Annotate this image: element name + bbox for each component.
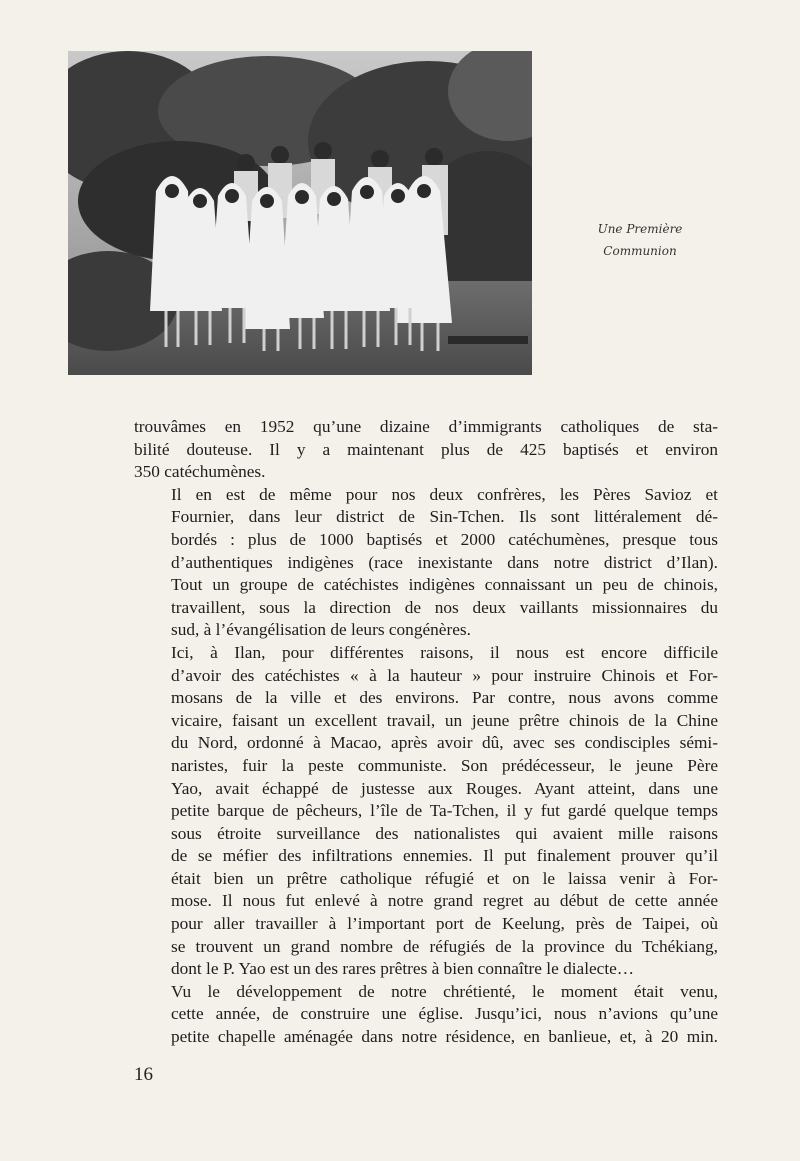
text-line: naristes, fuir la peste communiste. Son prédécesseur, le jeune Père	[171, 755, 718, 775]
text-line: de se méfier des infiltrations ennemies. Il put finalement prouver qu’il	[171, 846, 718, 866]
text-line: Il en est de même pour nos deux confrères, les Pères Savioz et	[171, 484, 718, 504]
body-text	[134, 416, 718, 1049]
page-number: 16	[134, 1064, 153, 1085]
text-line: mose. Il nous fut enlevé à notre grand regret au début de cette année	[171, 891, 718, 911]
photo-illustration	[68, 51, 532, 375]
text-line: sous étroite surveillance des nationalistes qui avaient mille raisons	[171, 823, 718, 843]
photo-caption	[580, 218, 700, 262]
text-line: 350 catéchumènes.	[134, 462, 266, 482]
text-line: Ici, à Ilan, pour différentes raisons, il nous est encore difficile	[171, 642, 718, 662]
text-line: vicaire, faisant un excellent travail, un jeune prêtre chinois de la Chine	[171, 710, 718, 730]
paragraph-4	[134, 981, 718, 1049]
text-line: Yao, avait échappé de justesse aux Rouges. Ayant atteint, dans une	[171, 778, 718, 798]
text-line: trouvâmes en 1952 qu’une dizaine d’immigrants catholiques de sta-	[134, 417, 718, 436]
text-line: dont le P. Yao est un des rares prêtres à bien connaître le dialecte…	[171, 959, 635, 979]
text-line: bilité douteuse. Il y a maintenant plus de 425 baptisés et environ	[134, 439, 718, 459]
caption-line-2: Communion	[603, 244, 677, 258]
text-line: mosans de la ville et des environs. Par contre, nous avons comme	[171, 688, 718, 708]
caption-line-1: Une Première	[597, 222, 683, 236]
text-line: Fournier, dans leur district de Sin-Tchen. Ils sont littéralement dé-	[171, 507, 718, 527]
text-line: était bien un prêtre catholique réfugié et on le laissa venir à For-	[171, 868, 718, 888]
text-line: pour aller travailler à l’important port de Keelung, près de Taipei, où	[171, 914, 718, 934]
text-line: Tout un groupe de catéchistes indigènes connaissant un peu de chinois,	[171, 575, 718, 595]
text-line: petite barque de pêcheurs, l’île de Ta-Tchen, il y fut gardé quelque temps	[171, 801, 718, 821]
text-line: d’avoir des catéchistes « à la hauteur » pour instruire Chinois et For-	[171, 665, 718, 685]
paragraph-1	[134, 416, 718, 484]
text-line: Vu le développement de notre chrétienté, le moment était venu,	[171, 981, 718, 1001]
text-line: petite chapelle aménagée dans notre résidence, en banlieue, et, à 20 min.	[171, 1027, 718, 1047]
text-line: travaillent, sous la direction de nos deux vaillants missionnaires du	[171, 597, 718, 617]
text-line: cette année, de construire une église. Jusqu’ici, nous n’avions qu’une	[171, 1004, 718, 1024]
text-line: d’authentiques indigènes (race inexistante dans notre district d’Ilan).	[171, 552, 718, 572]
photo-first-communion	[68, 51, 532, 375]
paragraph-3	[134, 642, 718, 981]
text-line: du Nord, ordonné à Macao, après avoir dû, avec ses condisciples sémi-	[171, 733, 718, 753]
text-line: se trouvent un grand nombre de réfugiés de la province du Tchékiang,	[171, 936, 718, 956]
text-line: sud, à l’évangélisation de leurs congénères.	[171, 620, 471, 640]
paragraph-2	[134, 484, 718, 642]
text-line: bordés : plus de 1000 baptisés et 2000 catéchumènes, presque tous	[171, 529, 718, 549]
